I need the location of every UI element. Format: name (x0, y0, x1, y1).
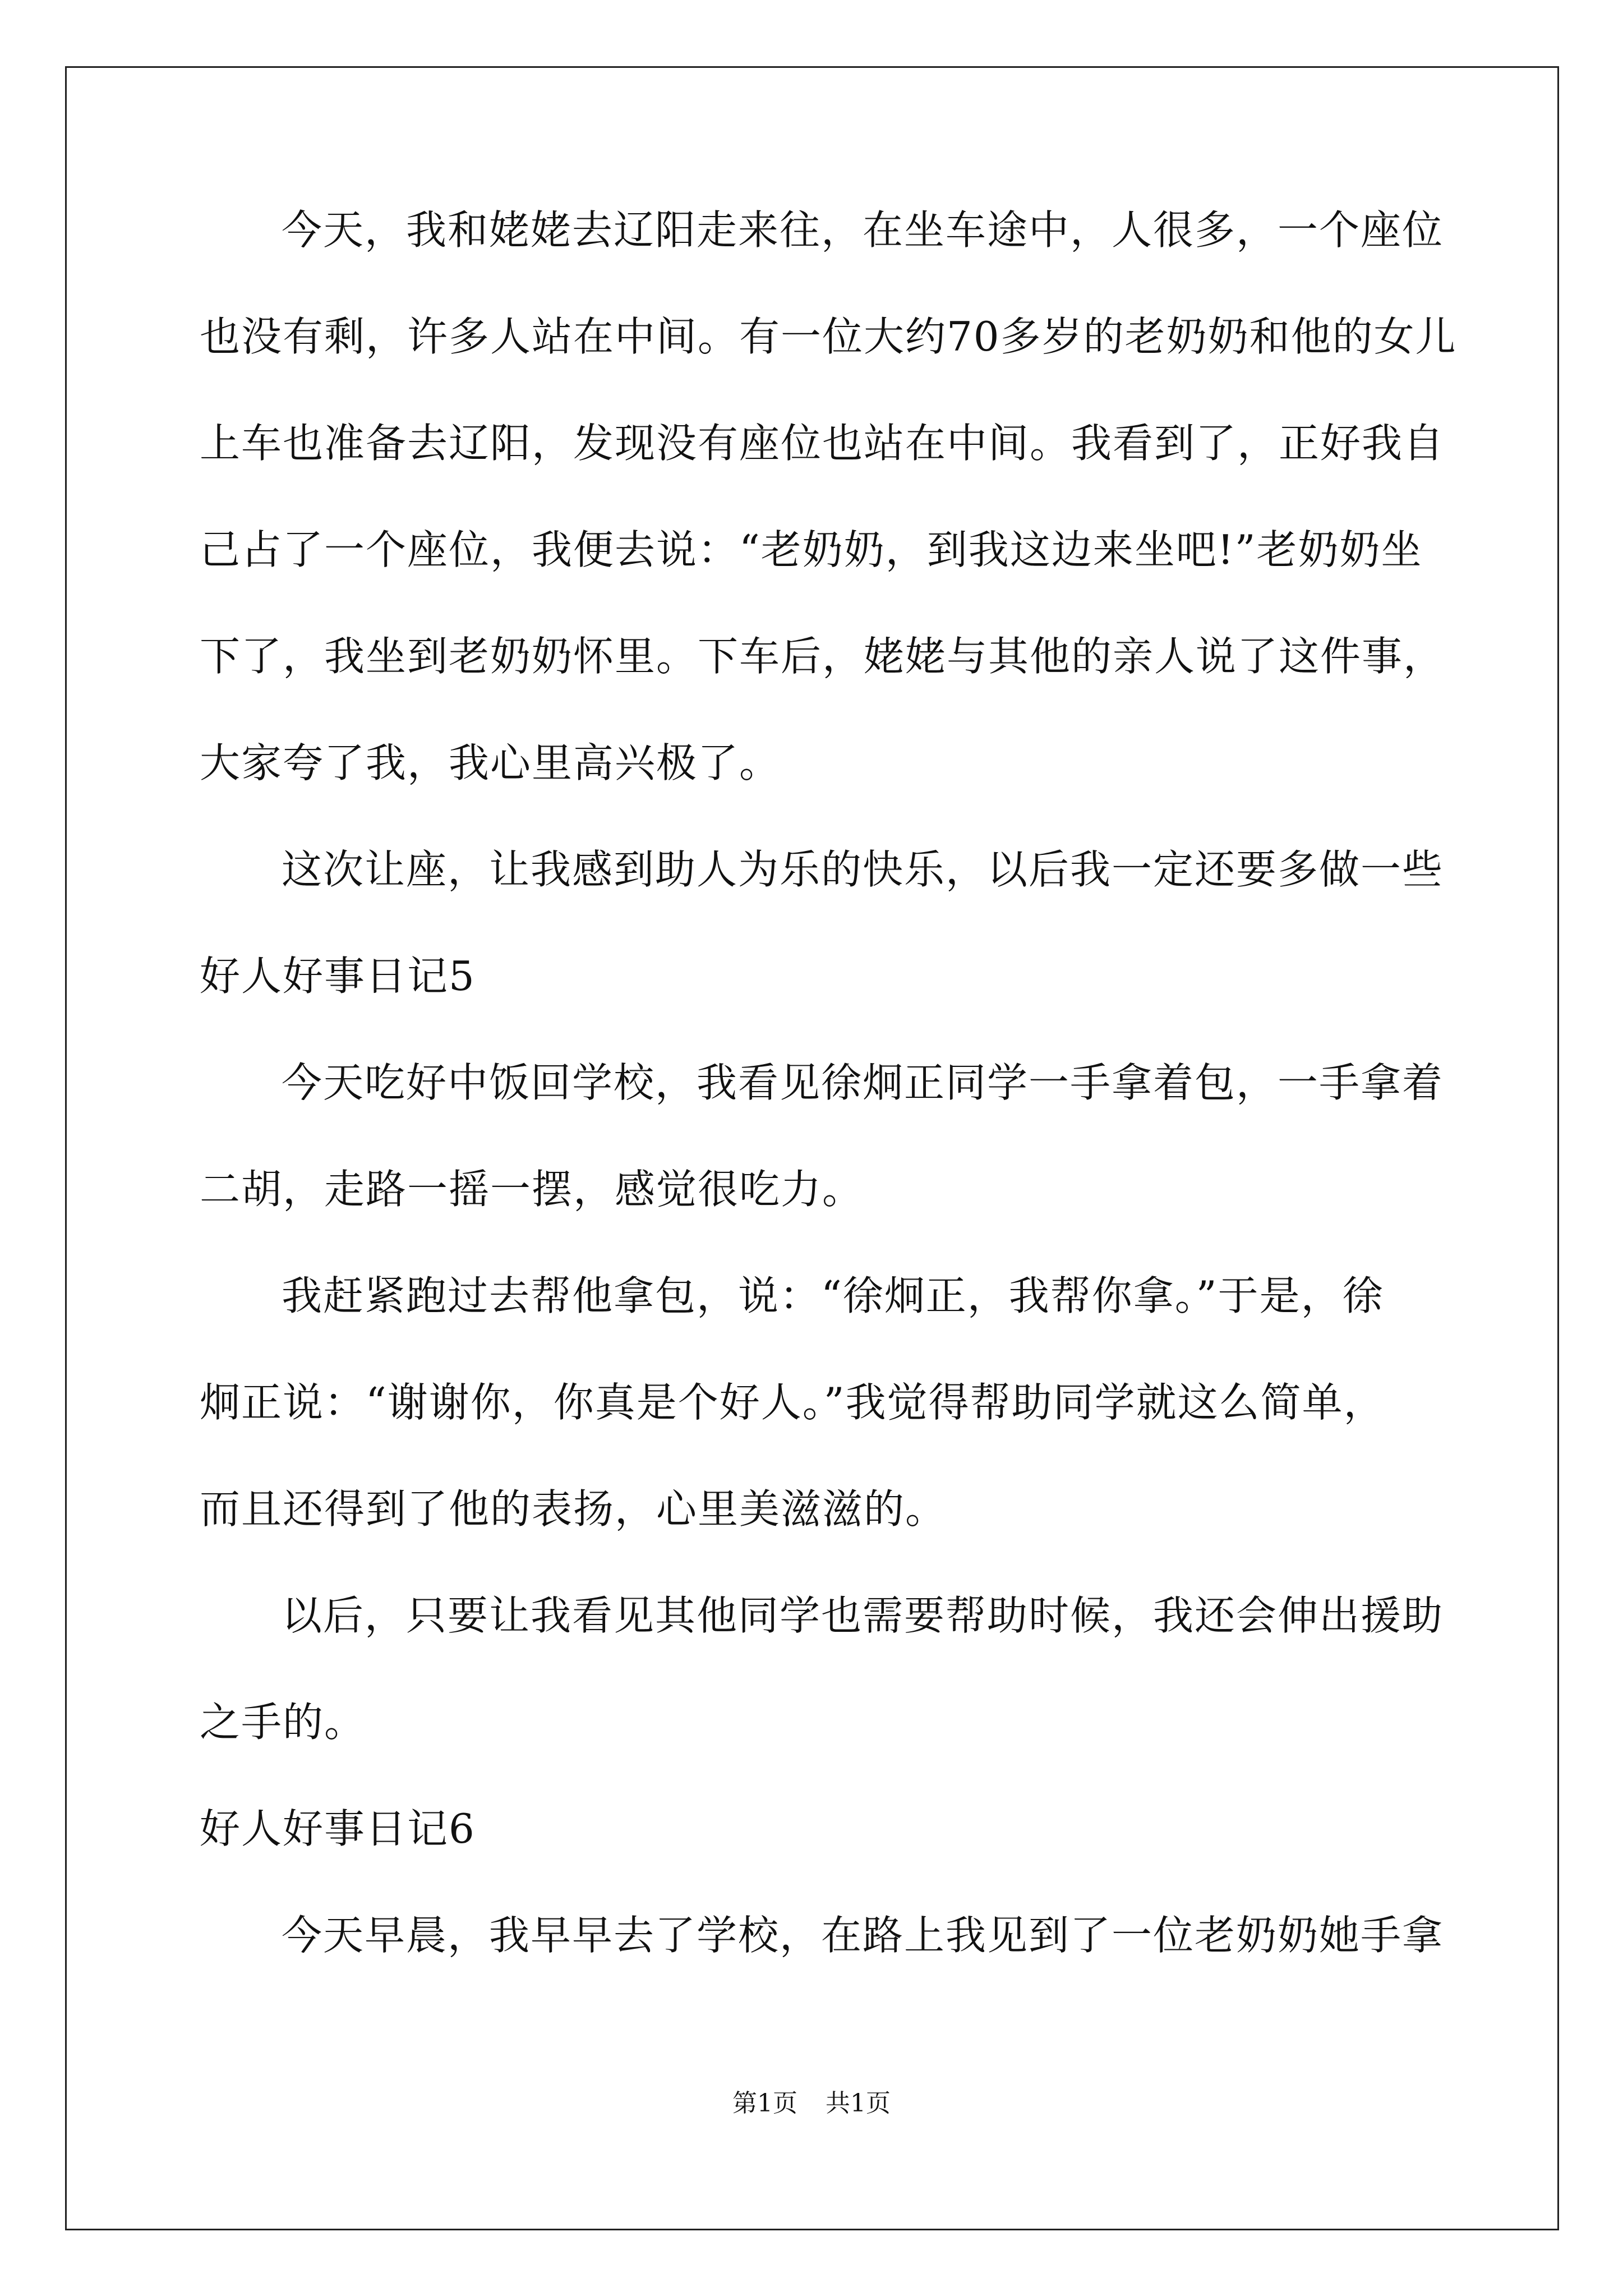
text-line: 而且还得到了他的表扬，心里美滋滋的。 (200, 1485, 947, 1533)
text-line: 今天吃好中饭回学校，我看见徐炯正同学一手拿着包，一手拿着 (282, 1059, 1444, 1106)
text-line: 下了，我坐到老奶奶怀里。下车后，姥姥与其他的亲人说了这件事， (200, 633, 1445, 680)
page-number-current: 第1页 (732, 2089, 797, 2118)
text-line: 大家夸了我，我心里高兴极了。 (200, 739, 781, 786)
text-line: 今天，我和姥姥去辽阳走来往，在坐车途中，人很多，一个座位 (282, 206, 1444, 254)
text-line: 之手的。 (200, 1699, 366, 1746)
page-number-total: 共1页 (826, 2089, 891, 2118)
section-heading: 好人好事日记5 (200, 953, 476, 1000)
text-line: 也没有剩，许多人站在中间。有一位大约70多岁的老奶奶和他的女儿 (200, 313, 1457, 360)
text-line: 以后，只要让我看见其他同学也需要帮助时候，我还会伸出援助 (282, 1592, 1444, 1639)
text-line: 二胡，走路一摇一摆，感觉很吃力。 (200, 1166, 864, 1213)
text-line: 己占了一个座位，我便去说：“老奶奶，到我这边来坐吧!”老奶奶坐 (200, 526, 1423, 573)
text-line: 上车也准备去辽阳，发现没有座位也站在中间。我看到了，正好我自 (200, 420, 1445, 467)
page-border (65, 66, 1559, 2230)
page-footer (0, 2087, 1623, 2120)
text-line: 今天早晨，我早早去了学校，在路上我见到了一位老奶奶她手拿 (282, 1912, 1444, 1959)
text-line: 我赶紧跑过去帮他拿包，说：“徐炯正，我帮你拿。”于是，徐 (282, 1272, 1384, 1319)
section-heading: 好人好事日记6 (200, 1805, 476, 1852)
text-line: 这次让座，让我感到助人为乐的快乐，以后我一定还要多做一些 (282, 846, 1444, 893)
text-line: 炯正说：“谢谢你，你真是个好人。”我觉得帮助同学就这么简单， (200, 1379, 1385, 1426)
